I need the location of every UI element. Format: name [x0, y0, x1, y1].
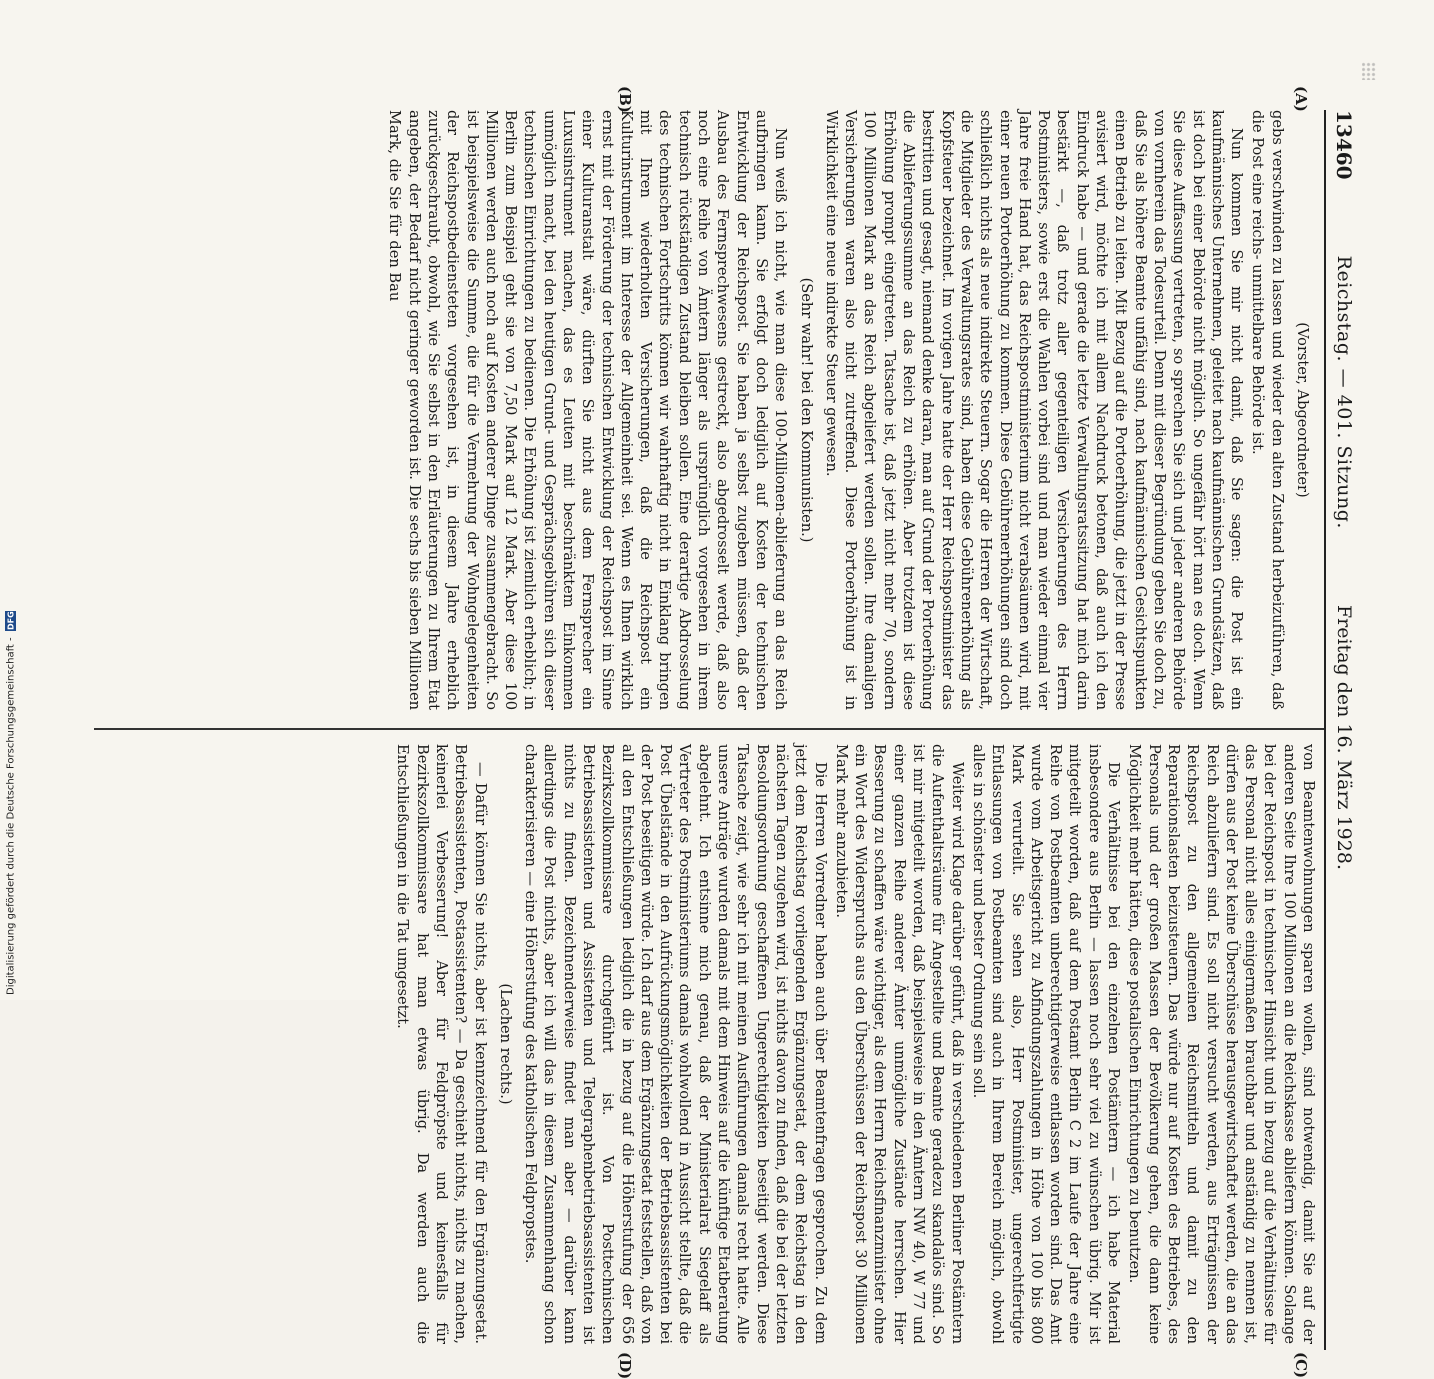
- header-rule: [1324, 110, 1326, 1350]
- dfg-logo: DFG: [6, 611, 16, 631]
- credit-text: Digitalisierung gefördert durch die Deutsche Forschungsgemeinschaft -: [5, 637, 17, 995]
- digitization-credit: [4, 600, 18, 995]
- paragraph: von Beamtenwohnungen sparen wollen, sind notwendig, damit Sie auf der anderen Seite Ihre 100 Millionen an die Reichskasse abliefern können. Solange bei der Reichspost in technischer Hinsicht und in bezug auf die Verhältnisse für das Personal nicht alles einigermaßen brauchbar und anständig zu nennen ist, dürfen aus der Post keine Überschüsse herausgewirtschaftet werden, die an das Reich abzuliefern sind. Es soll nicht versucht werden, aus Erträgnissen der Reichspost zu den allgemeinen Reichsmitteln und damit zu den Reparationslasten beizusteuern. Das würde nur auf Kosten des Betriebes, des Personals und der großen Massen der Bevölkerung gehen, die dann keine Möglichkeit mehr hätten, diese postalischen Einrichtungen zu benutzen.: [1126, 744, 1317, 1344]
- interjection: (Sehr wahr! bei den Kommunisten.): [797, 277, 815, 543]
- speaker-label: (Vorster, Abgeordneter): [1294, 322, 1311, 498]
- margin-mark-a: (A): [1292, 86, 1310, 112]
- paragraph: Weiter wird Klage darüber geführt, daß in verschiedenen Berliner Postämtern die Aufenthaltsräume für Angestellte und Beamte geradezu skandalös sind. So ist mir mitgeteilt worden, daß beispielsweise in den Ämtern NW 40, W 77 und einer ganzen Reihe anderer Ämter unmögliche Zustände herrschen. Hier Besserung zu schaffen wäre wichtiger, als dem Herrn Reichsfinanzminister ohne ein Wort des Widerspruchs aus den Überschüssen der Reichspost 30 Millionen Mark mehr anzubieten.: [832, 744, 966, 1344]
- margin-mark-c: (C): [1292, 1352, 1310, 1379]
- margin-mark-d: (D): [616, 1352, 634, 1379]
- margin-mark-b: (B): [616, 86, 634, 113]
- scan-speck: [1362, 62, 1376, 80]
- paragraph: Die Herren Vorredner haben auch über Beamtenfragen gesprochen. Zu dem jetzt dem Reichstag vorliegenden Ergänzungsetat, der dem Reichstag in den nächsten Tagen zugehen wird, ist nichts davon zu finden, daß die bei der letzten Besoldungsordnung geschaffenen Ungerechtigkeiten beseitigt werden. Diese Tatsache zeigt, wie sehr ich mit meinen Ausführungen damals recht hatte. Alle unsere Anträge wurden damals mit dem Hinweis auf die künftige Etatberatung abgelehnt. Ich entsinne mich genau, daß der Ministerialrat Siegelaff als Vertreter des Postministeriums damals wohlwollend in Aussicht stellte, daß die Post Übelstände in den Aufrückungsmöglichkeiten der Betriebsassistenten bei der Post beseitigen würde. Ich darf aus dem Ergänzungsetat feststellen, daß von all den Entschließungen lediglich die in bezug auf die Höherstufung der 656 Bezirkszollkommissare durchgeführt ist. Von Posttechnischen Betriebsassistenten und Assistenten und Telegraphenbetriebsassistenten ist nichts zu finden. Bezeichnenderweise findet man aber — darüber kann allerdings die Post nichts, aber ich will das in diesem Zusammenhang schon charakterisieren — eine Höherstufung des katholischen Feldpropstes.: [522, 744, 829, 1344]
- session-date: Freitag den 16. März 1928.: [1333, 604, 1355, 870]
- page-number: 13460: [1332, 110, 1356, 180]
- page-header: [1326, 110, 1362, 870]
- paragraph: Die Verhältnisse bei den einzelnen Postämtern — ich habe Material insbesondere aus Berlin — lassen noch sehr viel zu wünschen übrig. Mir ist mitgeteilt worden, daß auf dem Postamt Berlin C 2 im Laufe der Jahre eine Reihe von Postbeamten unberechtigterweise entlassen worden sind. Das Amt wurde vom Arbeitsgericht zu Abfindungszahlungen in Höhe von 100 bis 800 Mark verurteilt. Sie sehen also, Herr Postminister, ungerechtfertigte Entlassungen von Postbeamten sind auch in Ihrem Bereich möglich, obwohl alles in schönster und bester Ordnung sein soll.: [969, 744, 1123, 1344]
- paragraph: Nun kommen Sie mir nicht damit, daß Sie sagen: die Post ist ein kaufmännisches Unternehmen, geleitet nach kaufmännischen Grundsätzen, daß ist doch bei einer Behörde nicht möglich. So ungefähr hört man es doch. Wenn Sie diese Auffassung vertreten, so sprechen Sie sich und jeder anderen Behörde von vornherein das Todesurteil. Denn mit dieser Begründung geben Sie doch zu, daß Sie als höhere Beamte unfähig sind, nach kaufmännischen Gesichtspunkten einen Betrieb zu leiten. Mit Bezug auf die Portoerhöhung, die jetzt in der Presse avisiert wird, möchte ich mit allem Nachdruck betonen, daß auch ich den Eindruck habe — und gerade die letzte Verwaltungsratssitzung hat mich darin bestärkt —, daß trotz aller gegenteiligen Versicherungen des Herrn Postministers, sowie erst die Wahlen vorbei sind und man wieder einmal vier Jahre freie Hand hat, das Reichspostministerium nicht verabsäumen wird, mit einer neuen Portoerhöhung zu kommen. Diese Gebührenerhöhungen sind doch schließlich nichts als neue indirekte Steuern. Sogar die Herren der Wirtschaft, die Mitglieder des Verwaltungsrates sind, haben diese Gebührenerhöhung als Kopfsteuer bezeichnet. Im vorigen Jahre hatte der Herr Reichspostminister das bestritten und gesagt, niemand denke daran, man auf Grund der Portoerhöhung die Ablieferungssumme an das Reich zu erhöhen. Aber trotzdem ist diese Erhöhung prompt eingetreten. Tatsache ist, daß jetzt nicht mehr 70, sondern 100 Millionen Mark an das Reich abgeliefert werden sollen. Ihre damaligen Versicherungen waren also nicht zutreffend. Diese Portoerhöhung ist in Wirklichkeit eine neue indirekte Steuer gewesen.: [822, 110, 1246, 710]
- column-divider: [94, 728, 1324, 730]
- interjection: (Lachen rechts.): [496, 983, 514, 1105]
- session-title: Reichstag. — 401. Sitzung.: [1333, 255, 1355, 529]
- paragraph: Nun weiß ich nicht, wie man diese 100-Millionen-ablieferung an das Reich aufbringen kann. Sie erfolgt doch lediglich auf Kosten der technischen Entwicklung der Reichspost. Sie haben ja selbst zugeben müssen, daß der Ausbau des Fernsprechwesens gestreckt, also abgedrosselt werde, daß also noch eine Reihe von Ämtern länger als ursprünglich vorgesehen in ihrem technisch rückständigen Zustand bleiben sollen. Eine derartige Abdrosselung des technischen Fortschritts können wir wahrhaftig nicht in Einklang bringen mit Ihren wiederholten Versicherungen, daß die Reichspost ein Kulturinstrument im Interesse der Allgemeinheit sei. Wenn es Ihnen wirklich ernst mit der Förderung der technischen Entwicklung der Reichspost im Sinne einer Kulturanstalt wäre, dürften Sie nicht aus dem Fernsprecher ein Luxusinstrument machen, das es Leuten mit beschränktem Einkommen unmöglich macht, bei den heutigen Grund- und Gesprächsgebühren sich dieser technischen Einrichtungen zu bedienen. Die Erhöhung ist ziemlich erheblich; in Berlin zum Beispiel geht sie von 7,50 Mark auf 12 Mark. Aber diese 100 Millionen werden auch noch auf Kosten anderer Dinge zusammengebracht. So ist beispielsweise die Summe, die für die Vermehrung der Wohngelegenheiten der Reichspostbediensteten vorgesehen ist, in diesem Jahre erheblich zurückgeschraubt, obwohl, wie Sie selbst in den Erläuterungen zu Ihrem Etat angeben, der Bedarf nicht geringer geworden ist. Die sechs bis sieben Millionen Mark, die Sie für den Bau: [386, 110, 790, 710]
- paragraph: — Dafür können Sie nichts, aber ist kennzeichnend für den Ergänzungsetat. Betriebsassistenten, Postassistenten? — Da geschieht nichts, nichts zu machen, keinerlei Verbesserung! Aber für Feldpröpste und keinesfalls für Bezirkszollkommissare hat man etwas übrig. Da werden auch die Entschließungen in die Tat umgesetzt.: [394, 744, 489, 1344]
- paragraph: gebs verschwinden zu lassen und wieder den alten Zustand herbeizuführen, daß die Post eine reichs- unmittelbare Behörde ist.: [1249, 110, 1286, 710]
